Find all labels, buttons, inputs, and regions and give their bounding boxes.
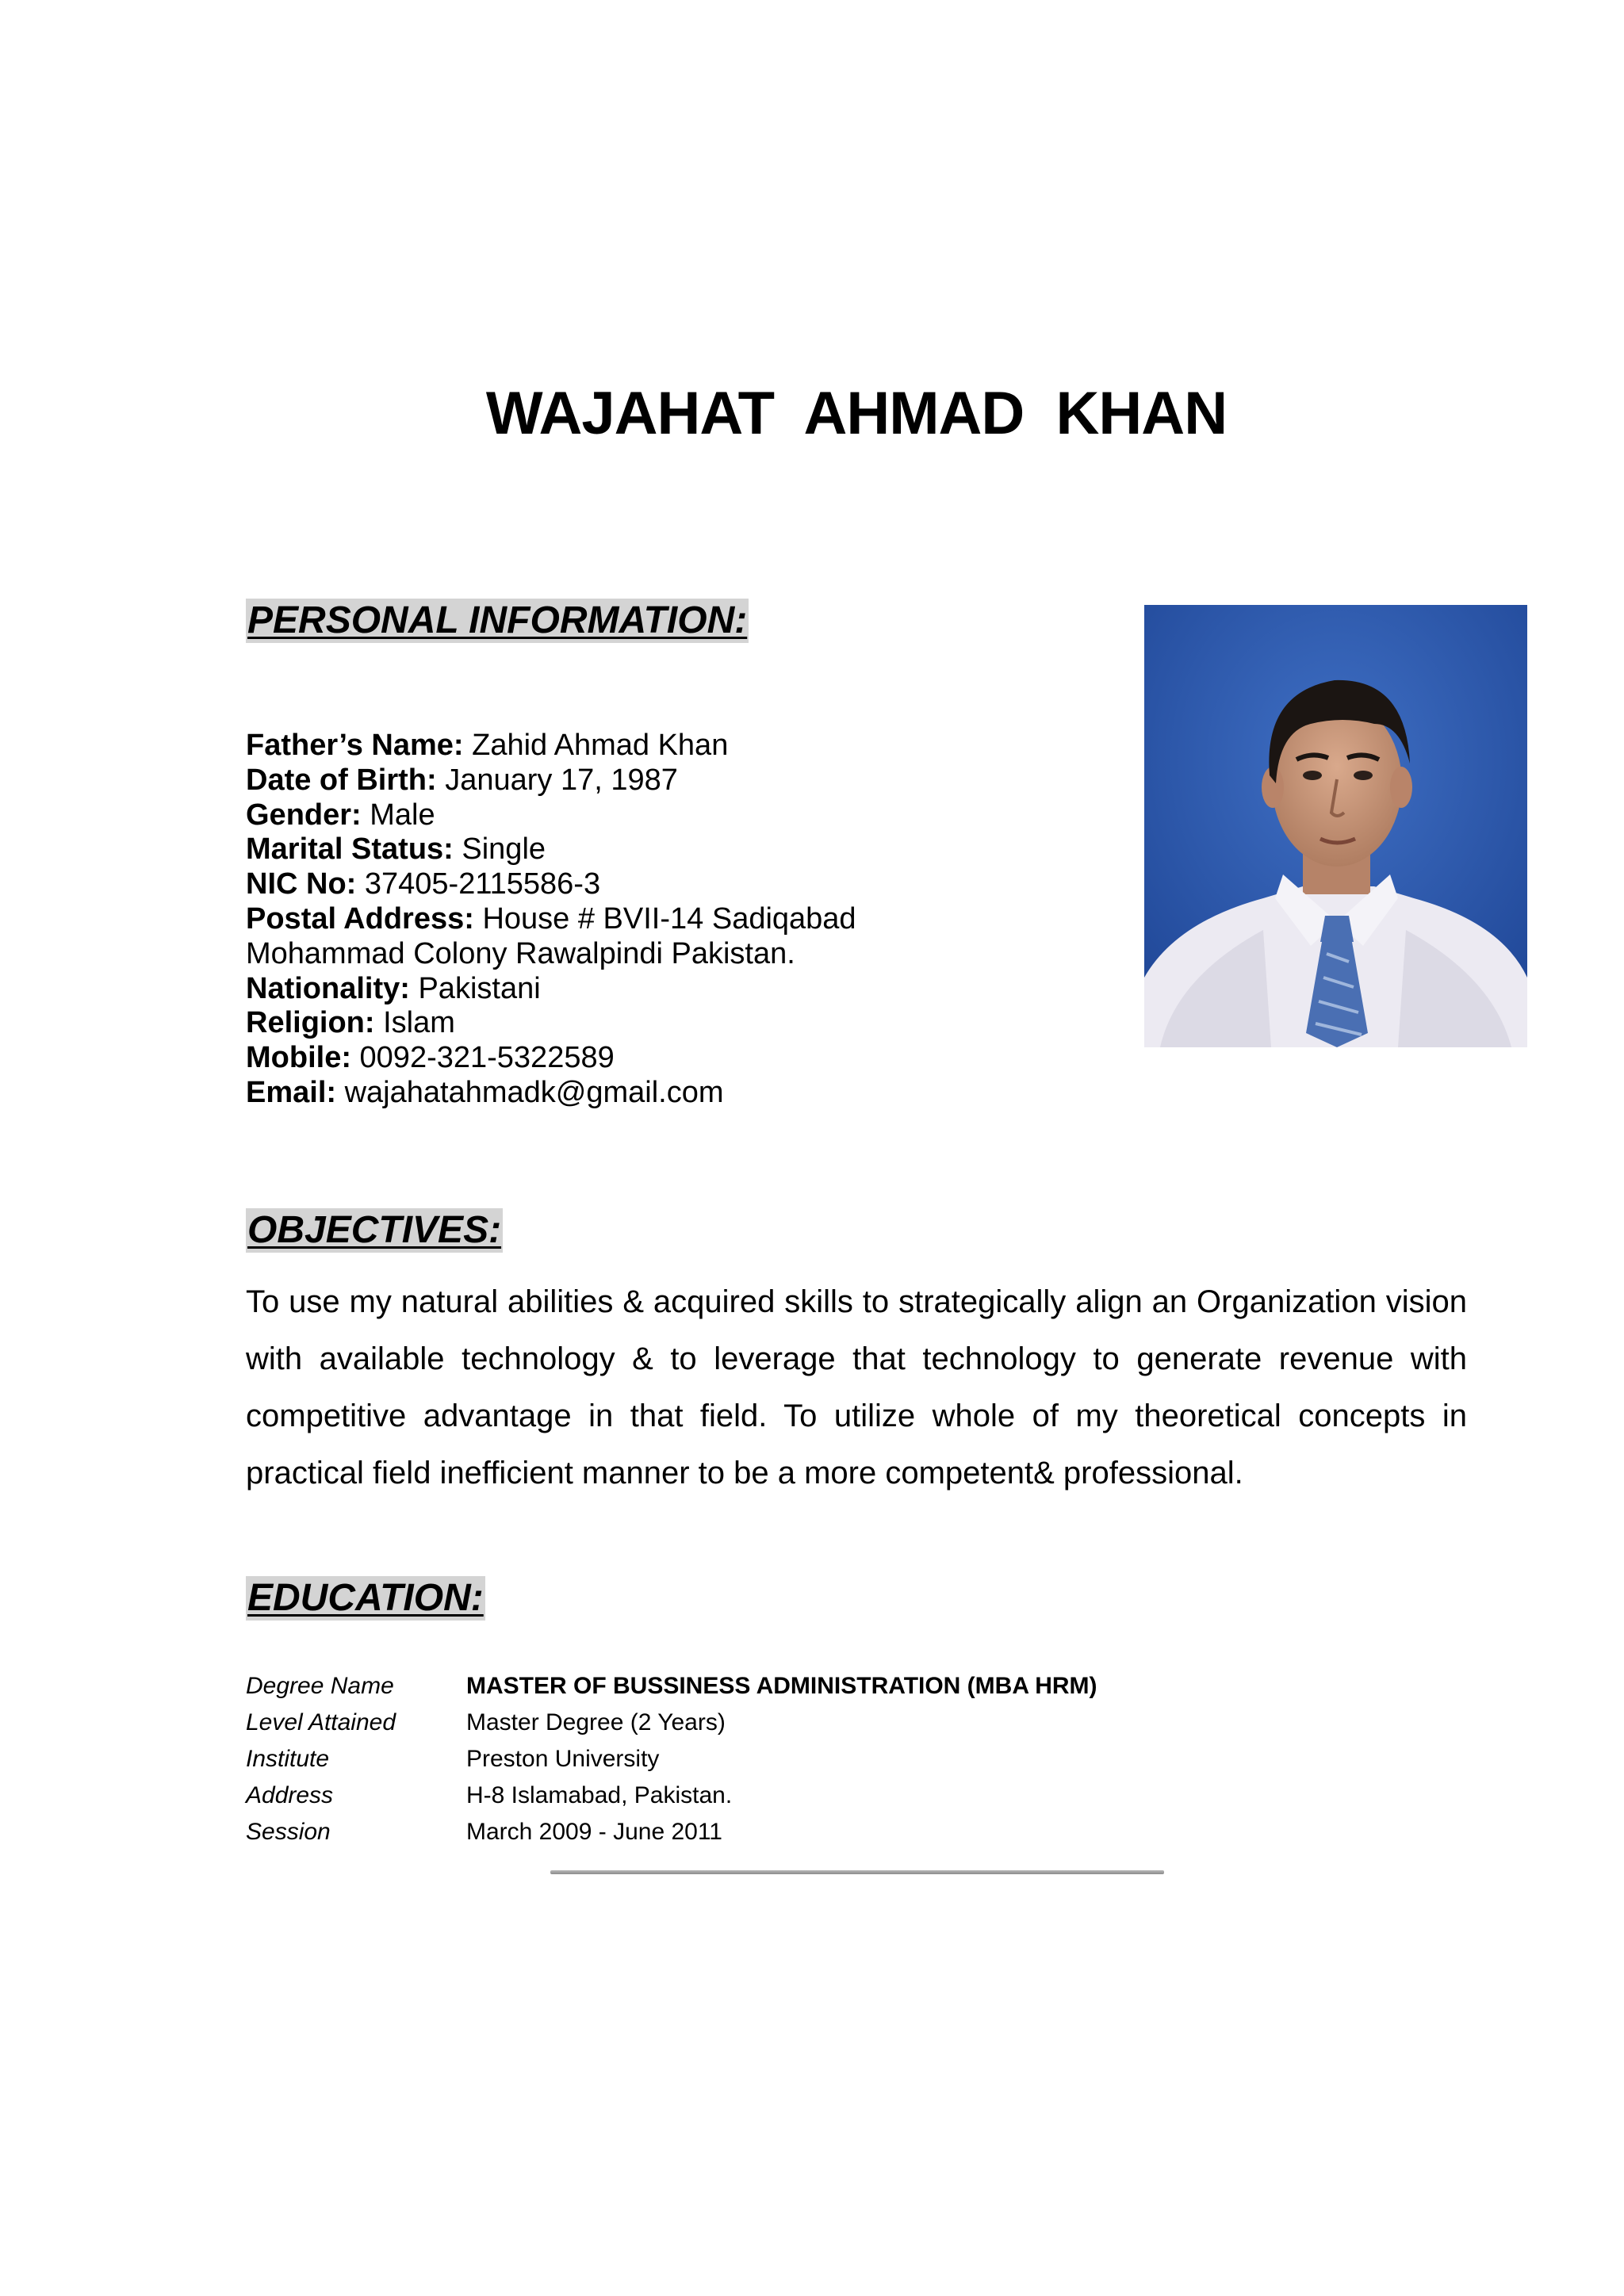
date-of-birth-row [246,763,1118,798]
education-label: Level Attained [246,1709,396,1735]
field-value: wajahatahmadk@gmail.com [336,1075,724,1109]
field-value: Mohammad Colony Rawalpindi Pakistan. [246,936,795,970]
nic-number-row [246,867,1118,902]
field-value: 0092-321-5322589 [350,1041,615,1075]
eye-left [1303,771,1322,780]
nationality-row [246,972,1118,1007]
education-value: H-8 Islamabad, Pakistan. [466,1782,733,1808]
field-value: Pakistani [409,971,541,1005]
fathers-name-row [246,729,1118,763]
postal-address-row [246,902,1118,937]
education-label: Institute [246,1746,330,1772]
eye-right [1354,771,1373,780]
field-value: 37405-2115586-3 [356,867,601,901]
marital-status-row [246,832,1118,867]
field-value: Islam [374,1006,455,1040]
field-label: Father’s Name: [246,729,464,762]
field-label: NIC No: [246,867,357,901]
education-value: Preston University [466,1746,660,1772]
education-value: Master Degree (2 Years) [466,1709,726,1735]
field-label: Email: [246,1075,337,1109]
personal-information-list [246,729,1118,1111]
tie-knot [1320,916,1354,942]
email-row [246,1076,1118,1111]
education-row-session [246,1814,1097,1850]
field-value: Single [453,832,546,867]
education-row-level-attained [246,1705,1097,1741]
field-label: Nationality: [246,971,410,1005]
education-row-address [246,1777,1097,1814]
field-value: House # BVII-14 Sadiqabad [473,901,856,936]
profile-photo [1144,605,1527,1047]
mobile-row [246,1041,1118,1076]
field-label: Date of Birth: [246,763,437,797]
education-heading: EDUCATION: [247,1577,484,1619]
religion-row [246,1006,1118,1041]
field-value: Zahid Ahmad Khan [463,729,729,762]
objectives-heading: OBJECTIVES: [247,1209,502,1251]
field-label: Postal Address: [246,901,474,936]
education-label: Session [246,1819,331,1845]
postal-address-continuation-row [246,937,1118,972]
education-label: Degree Name [246,1673,394,1699]
education-row-degree-name [246,1668,1097,1705]
field-label: Religion: [246,1006,375,1040]
gender-row [246,798,1118,833]
field-value: Male [361,798,435,832]
education-row-institute [246,1741,1097,1777]
field-value: January 17, 1987 [436,763,678,797]
field-label: Gender: [246,798,362,832]
ear-right [1390,767,1412,808]
education-value: March 2009 - June 2011 [466,1819,722,1845]
field-label: Mobile: [246,1041,351,1075]
field-label: Marital Status: [246,832,454,867]
education-label: Address [246,1782,334,1808]
profile-photo-illustration [1144,605,1527,1047]
personal-information-heading: PERSONAL INFORMATION: [247,599,748,641]
education-value: MASTER OF BUSSINESS ADMINISTRATION (MBA HRM) [466,1673,1097,1699]
objectives-paragraph: To use my natural abilities & acquired skills to strategically align an Organization vision with available technology & to leverage that technology to generate revenue with competitive advantage in that field. To utilize whole of my theoretical concepts in practical field inefficient manner to be a more competent& professional. [246,1284,1467,1490]
candidate-name: WAJAHAT AHMAD KHAN [485,380,1228,447]
section-divider [550,1870,1164,1874]
education-table [246,1668,1097,1850]
